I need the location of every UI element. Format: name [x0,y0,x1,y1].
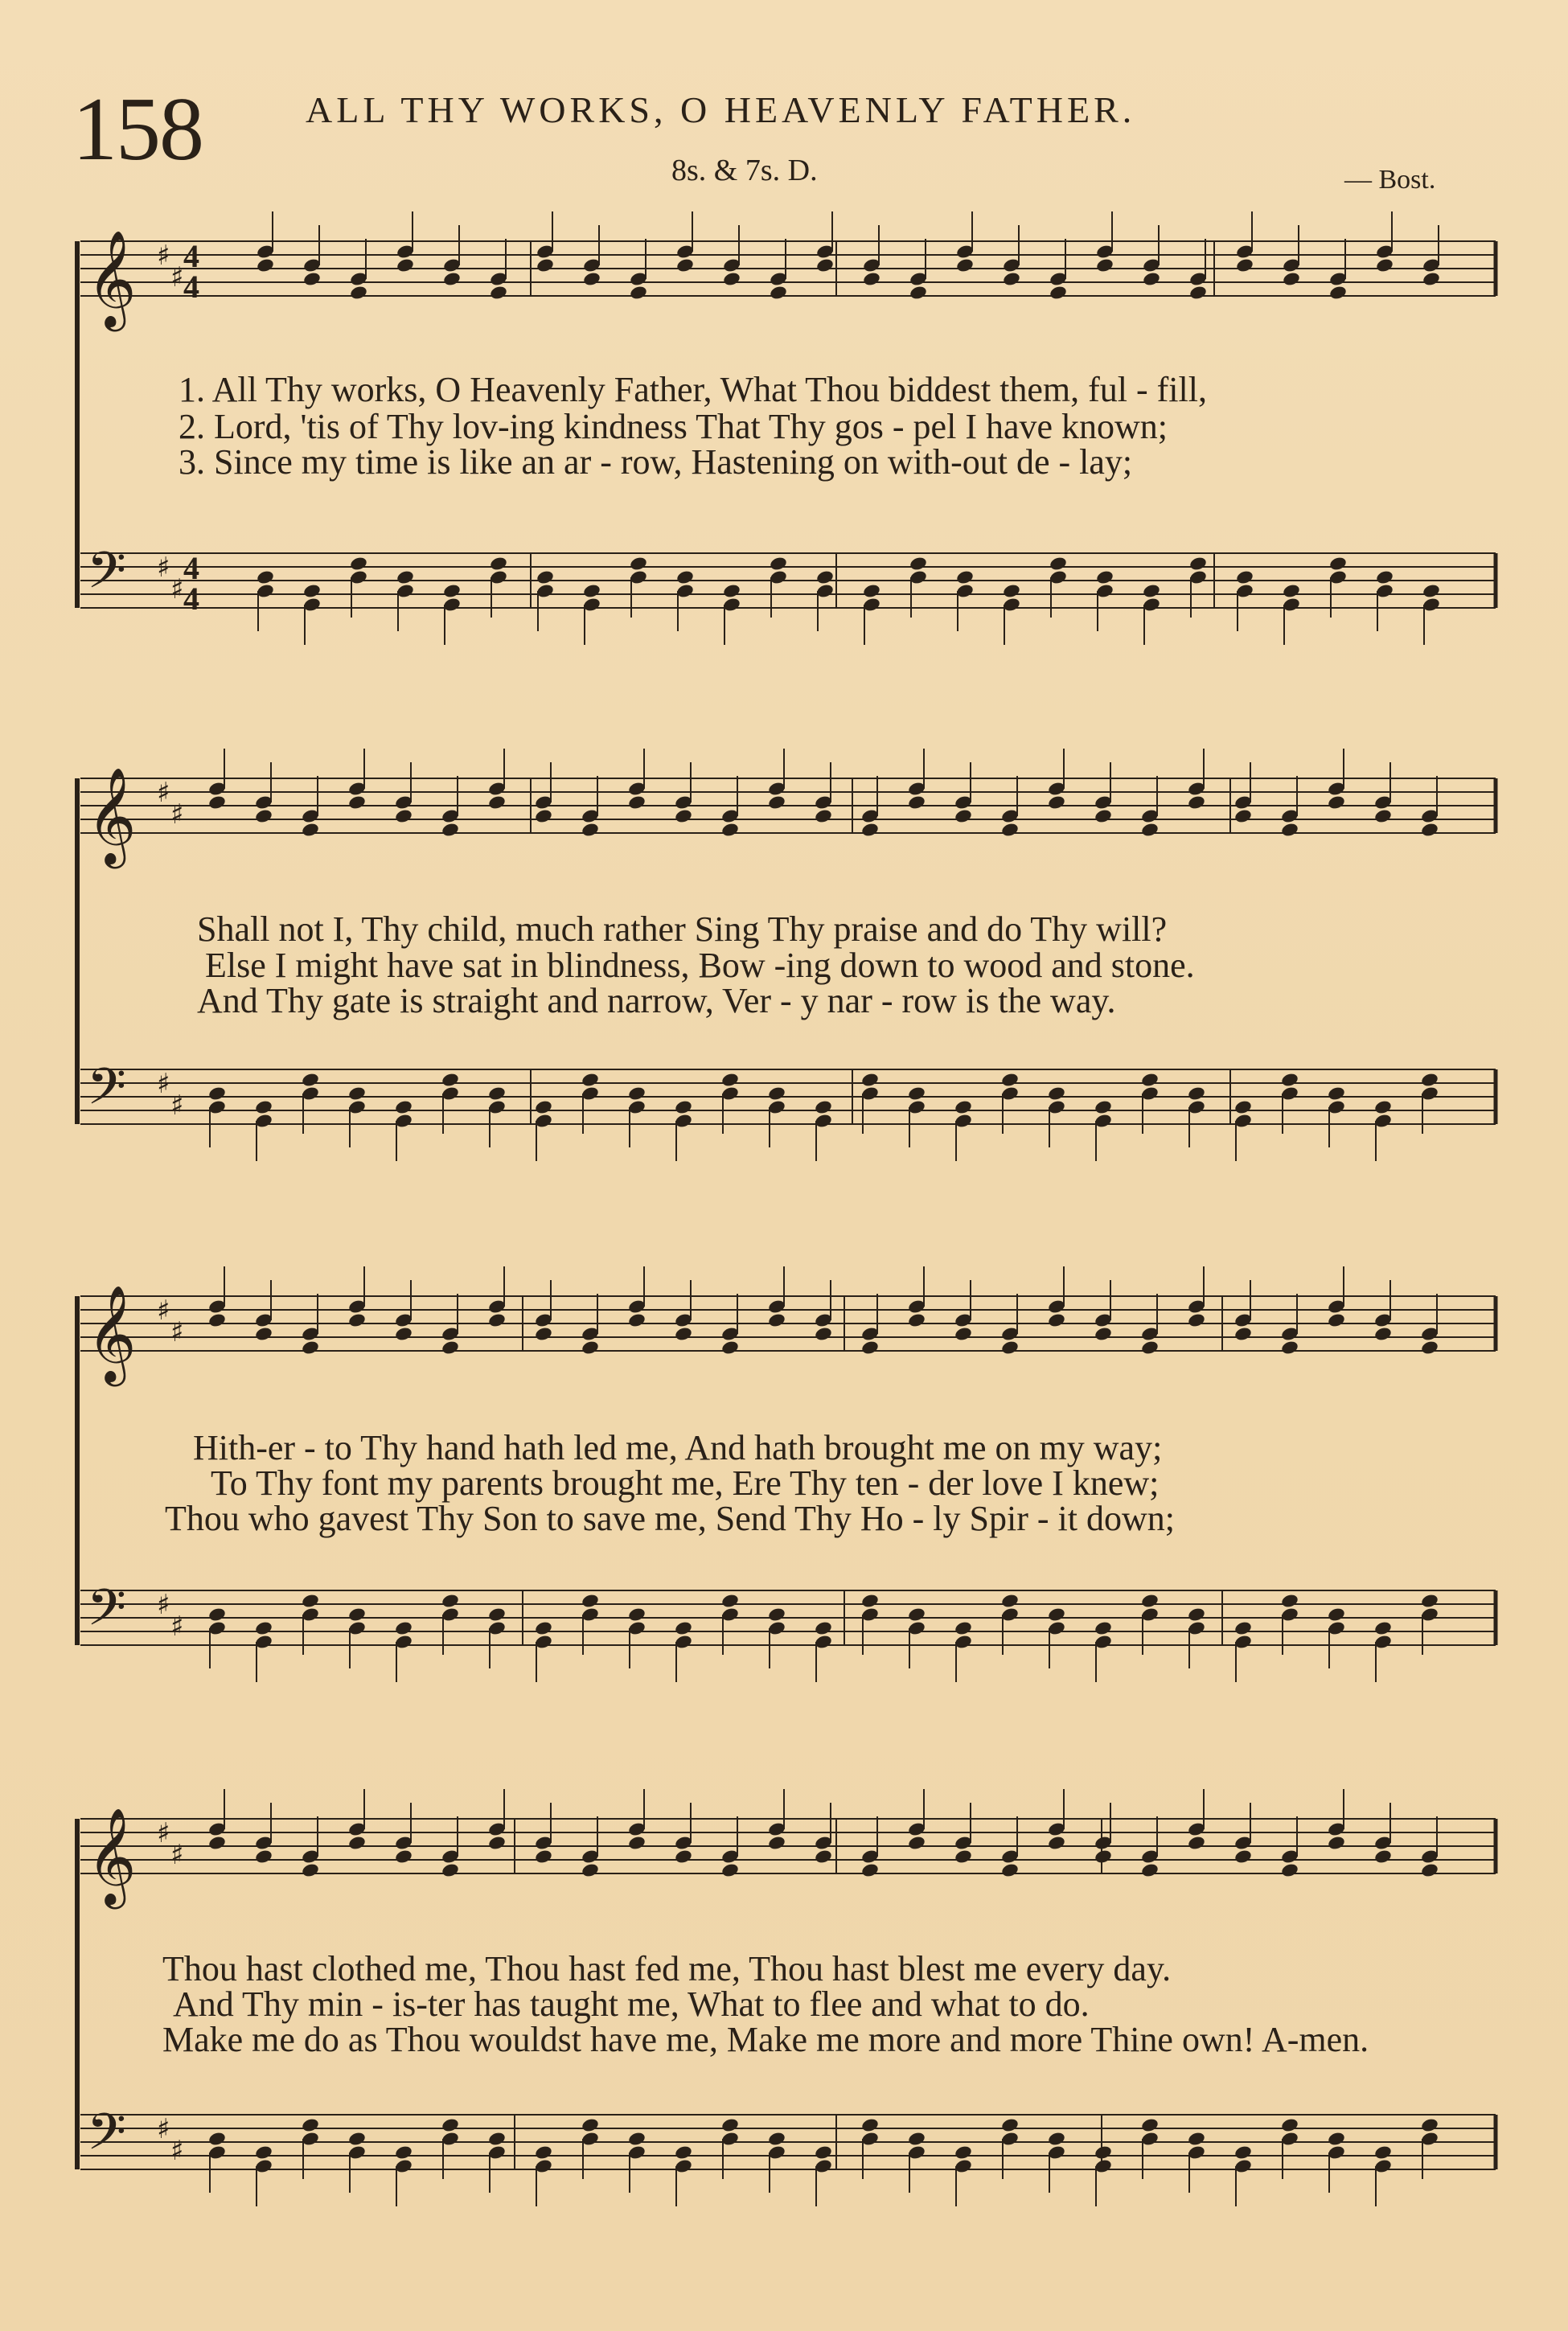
note-head [769,285,788,301]
note-head [815,569,835,585]
note-head [627,794,646,811]
note-head [347,1312,367,1328]
note-head [442,583,462,599]
note-head [534,1099,553,1115]
note-head [814,1326,833,1342]
note-head [1373,1099,1393,1115]
note-head [907,1312,926,1328]
note-head [860,2117,880,2133]
note-head [1094,1099,1113,1115]
lyric-line-s1-v2: 2. Lord, 'tis of Thy lov-ing kindness That Thy gos - pel I have known; [179,407,1168,446]
note-head [394,1849,413,1865]
note-head [1047,2131,1066,2147]
note-head [1140,1862,1160,1878]
note-head [674,2144,693,2161]
note-head [1327,1835,1346,1851]
note-head [1233,1326,1253,1342]
note-head [1327,1085,1346,1102]
note-head [1282,583,1301,599]
note-head [1047,1312,1066,1328]
note-head [1047,1835,1066,1851]
hymn-meter: 8s. & 7s. D. [671,154,818,187]
note-head [581,1072,600,1088]
note-head [1375,569,1394,585]
note-head [254,1620,273,1636]
note-head [347,1085,367,1102]
lyric-line-s3-v2: To Thy font my parents brought me, Ere Thy ten - der love I knew; [211,1463,1160,1503]
note-head [254,1099,273,1115]
sharp-icon: ♯ [157,552,170,584]
treble-clef-icon: 𝄞 [87,766,137,864]
sharp-icon: ♯ [157,2113,170,2145]
note-head [675,257,695,273]
note-head [441,1862,460,1878]
note-head [1094,1326,1113,1342]
note-head [720,1340,740,1356]
note-head [347,2131,367,2147]
note-head [1000,2117,1020,2133]
note-head [442,271,462,287]
treble-clef-icon: 𝄞 [87,1284,137,1382]
time-signature-bottom: 4 [183,581,199,617]
note-head [487,1085,507,1102]
note-head [629,556,648,572]
time-signature-bottom: 4 [183,269,199,305]
note-head [674,1620,693,1636]
note-head [1280,822,1299,838]
note-head [301,1862,320,1878]
note-head [907,2131,926,2147]
note-head [1233,1849,1253,1865]
treble-clef-icon: 𝄞 [87,1807,137,1905]
note-head [1094,1620,1113,1636]
note-head [254,2144,273,2161]
sharp-icon: ♯ [170,1316,184,1348]
note-head [954,1099,973,1115]
note-head [1280,1593,1299,1609]
treble-clef-icon: 𝄞 [87,229,137,327]
note-head [1280,2117,1299,2133]
note-head [347,794,367,811]
note-head [581,2117,600,2133]
note-head [954,1849,973,1865]
time-signature-top: 4 [183,550,199,586]
note-head [256,569,275,585]
sharp-icon: ♯ [157,240,170,272]
note-head [860,1072,880,1088]
note-head [767,2131,786,2147]
note-head [441,2117,460,2133]
sharp-icon: ♯ [170,1611,184,1643]
note-head [581,822,600,838]
note-head [487,2131,507,2147]
lyric-line-s4-v1: Thou hast clothed me, Thou hast fed me, Thou hast blest me every day. [162,1949,1172,1988]
note-head [582,271,601,287]
note-head [1373,1326,1393,1342]
sharp-icon: ♯ [170,1839,184,1871]
sharp-icon: ♯ [170,261,184,293]
note-head [1373,1849,1393,1865]
note-head [1420,1072,1439,1088]
note-head [860,822,880,838]
note-head [720,1593,740,1609]
note-head [207,1312,227,1328]
note-head [767,794,786,811]
lyric-line-s3-v3: Thou who gavest Thy Son to save me, Send Thy Ho - ly Spir - it down; [165,1499,1175,1538]
note-head [394,1620,413,1636]
note-head [1373,808,1393,824]
lyric-line-s3-v1: Hith-er - to Thy hand hath led me, And hath brought me on my way; [193,1428,1163,1467]
note-head [907,1835,926,1851]
note-head [1140,822,1160,838]
note-head [1375,257,1394,273]
note-head [909,556,928,572]
note-head [1000,1593,1020,1609]
note-head [1422,271,1441,287]
note-head [536,569,555,585]
note-head [627,2131,646,2147]
note-head [536,257,555,273]
note-head [1095,569,1114,585]
note-head [767,1835,786,1851]
hymn-number: 158 [72,80,203,179]
lyric-line-s1-v3: 3. Since my time is like an ar - row, Hastening on with-out de - lay; [179,442,1133,482]
note-head [1049,285,1068,301]
sharp-icon: ♯ [157,1589,170,1621]
note-head [207,1835,227,1851]
note-head [674,1099,693,1115]
note-head [394,1326,413,1342]
note-head [1140,1340,1160,1356]
note-head [534,1849,553,1865]
note-head [534,1326,553,1342]
sharp-icon: ♯ [170,2135,184,2167]
lyric-line-s2-v1: Shall not I, Thy child, much rather Sing Thy praise and do Thy will? [197,909,1168,949]
note-head [487,1835,507,1851]
note-head [207,2131,227,2147]
note-head [1235,569,1254,585]
note-head [862,271,881,287]
note-head [1142,271,1161,287]
note-head [1328,556,1348,572]
note-head [954,808,973,824]
note-head [1002,583,1021,599]
note-head [720,2117,740,2133]
note-head [1094,808,1113,824]
note-head [1094,2144,1113,2161]
note-head [489,285,508,301]
note-head [254,1849,273,1865]
note-head [256,257,275,273]
note-head [301,2117,320,2133]
sharp-icon: ♯ [157,1068,170,1100]
note-head [1280,1072,1299,1088]
note-head [722,583,741,599]
note-head [349,556,368,572]
note-head [1140,1593,1160,1609]
note-head [1420,822,1439,838]
note-head [347,1607,367,1623]
time-signature-top: 4 [183,238,199,274]
note-head [1187,1085,1206,1102]
note-head [1094,1849,1113,1865]
note-head [254,1326,273,1342]
note-head [1233,1099,1253,1115]
note-head [534,2144,553,2161]
sharp-icon: ♯ [157,1295,170,1327]
note-head [674,808,693,824]
note-head [954,2144,973,2161]
note-head [347,1835,367,1851]
lyric-line-s2-v3: And Thy gate is straight and narrow, Ver - y nar - row is the way. [197,981,1116,1020]
note-head [1140,2117,1160,2133]
note-head [954,1620,973,1636]
sharp-icon: ♯ [157,777,170,809]
note-head [1187,794,1206,811]
hymn-title: ALL THY WORKS, O HEAVENLY FATHER. [306,89,1136,130]
note-head [534,808,553,824]
note-head [907,794,926,811]
note-head [722,271,741,287]
note-head [1142,583,1161,599]
note-head [581,1593,600,1609]
bass-clef-icon: 𝄢 [87,540,126,612]
note-head [1140,1072,1160,1088]
note-head [1187,2131,1206,2147]
note-head [1420,2117,1439,2133]
note-head [1327,2131,1346,2147]
note-head [582,583,601,599]
note-head [301,822,320,838]
note-head [720,1072,740,1088]
note-head [487,794,507,811]
note-head [302,271,322,287]
note-head [907,1607,926,1623]
note-head [627,1085,646,1102]
note-head [1233,808,1253,824]
note-head [441,822,460,838]
note-head [441,1593,460,1609]
note-head [674,1849,693,1865]
bass-clef-icon: 𝄢 [87,1057,126,1128]
note-head [862,583,881,599]
note-head [1373,2144,1393,2161]
note-head [955,569,975,585]
note-head [1095,257,1114,273]
note-head [1047,1085,1066,1102]
note-head [1420,1593,1439,1609]
hymn-composer: — Bost. [1344,165,1436,195]
note-head [907,1085,926,1102]
note-head [1420,1862,1439,1878]
note-head [720,1862,740,1878]
note-head [534,1620,553,1636]
note-head [720,822,740,838]
note-head [1002,271,1021,287]
note-head [1187,1607,1206,1623]
note-head [1422,583,1441,599]
note-head [489,556,508,572]
note-head [581,1862,600,1878]
note-head [627,1835,646,1851]
note-head [814,1620,833,1636]
note-head [1280,1340,1299,1356]
note-head [254,808,273,824]
bass-clef-icon: 𝄢 [87,2102,126,2173]
note-head [767,1607,786,1623]
note-head [860,1593,880,1609]
note-head [1373,1620,1393,1636]
note-head [909,285,928,301]
note-head [1187,1312,1206,1328]
note-head [815,257,835,273]
note-head [1000,822,1020,838]
note-head [769,556,788,572]
note-head [860,1340,880,1356]
lyric-line-s2-v2: Else I might have sat in blindness, Bow -ing down to wood and stone. [205,946,1195,985]
note-head [627,1312,646,1328]
note-head [1327,794,1346,811]
note-head [349,285,368,301]
note-head [955,257,975,273]
note-head [301,1593,320,1609]
note-head [954,1326,973,1342]
note-head [675,569,695,585]
lyric-line-s1-v1: 1. All Thy works, O Heavenly Father, What Thou biddest them, ful - fill, [179,370,1207,409]
sharp-icon: ♯ [170,798,184,831]
note-head [1000,1862,1020,1878]
note-head [1280,1862,1299,1878]
note-head [1235,257,1254,273]
note-head [814,2144,833,2161]
note-head [1233,2144,1253,2161]
bass-clef-icon: 𝄢 [87,1578,126,1649]
note-head [441,1340,460,1356]
note-head [1049,556,1068,572]
note-head [1187,1835,1206,1851]
note-head [1000,1340,1020,1356]
note-head [860,1862,880,1878]
note-head [814,808,833,824]
note-head [394,808,413,824]
note-head [767,1085,786,1102]
note-head [487,1312,507,1328]
note-head [627,1607,646,1623]
note-head [1327,1607,1346,1623]
note-head [394,1099,413,1115]
note-head [396,257,415,273]
note-head [1047,1607,1066,1623]
note-head [1233,1620,1253,1636]
note-head [767,1312,786,1328]
note-head [1327,1312,1346,1328]
note-head [301,1072,320,1088]
sharp-icon: ♯ [157,1817,170,1849]
note-head [581,1340,600,1356]
note-head [1047,794,1066,811]
note-head [1188,285,1208,301]
note-head [302,583,322,599]
note-head [1420,1340,1439,1356]
note-head [487,1607,507,1623]
note-head [396,569,415,585]
lyric-line-s4-v3: Make me do as Thou wouldst have me, Make me more and more Thine own! A-men. [162,2020,1369,2059]
note-head [1328,285,1348,301]
sharp-icon: ♯ [170,1090,184,1122]
note-head [1000,1072,1020,1088]
note-head [814,1849,833,1865]
note-head [441,1072,460,1088]
note-head [814,1099,833,1115]
lyric-line-s4-v2: And Thy min - is-ter has taught me, What to flee and what to do. [173,1984,1090,2024]
note-head [207,794,227,811]
note-head [207,1085,227,1102]
note-head [1188,556,1208,572]
note-head [301,1340,320,1356]
note-head [1282,271,1301,287]
note-head [394,2144,413,2161]
note-head [674,1326,693,1342]
sharp-icon: ♯ [170,573,184,605]
note-head [629,285,648,301]
note-head [207,1607,227,1623]
